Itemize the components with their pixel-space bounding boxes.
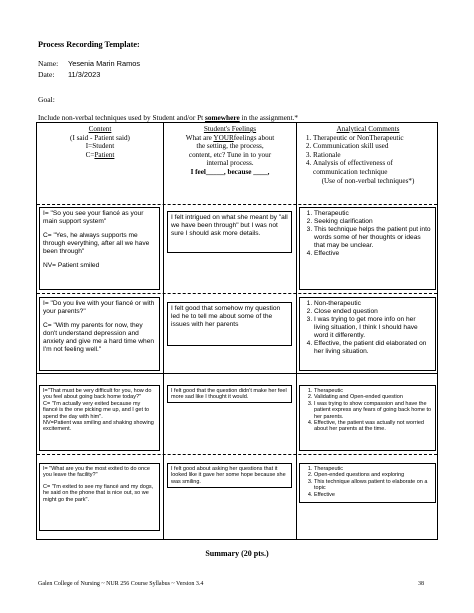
row2-feelings [167, 302, 292, 346]
content-column-header [37, 125, 163, 159]
row4-content-line: I= "What are you the most exited to do once you leave the facility?" [43, 466, 150, 479]
row3-analysis [299, 385, 436, 451]
row3-analysis-item: 2. Validating and Open-ended question [314, 394, 432, 400]
row4-feelings [167, 463, 292, 488]
feelings-col-line1-suffix: feelings about [233, 133, 275, 142]
row1-analysis-item: 2. Seeking clarification [314, 218, 432, 226]
name-value: Yesenia Marin Ramos [68, 59, 141, 68]
row1-content [39, 207, 160, 290]
row1-content-line: NV= Patient smiled [43, 262, 100, 269]
include-note [38, 113, 298, 122]
feelings-col-line1-u: YOUR [213, 133, 234, 142]
content-col-line1: (I said - Patient said) [70, 133, 130, 142]
row3-feelings-text: I felt good that the question didn't make her feel more sad like I thought it would. [171, 388, 287, 401]
row2-feelings-text: I felt good that somehow my question led he to tell me about some of the issues with her parents [171, 305, 281, 328]
feelings-col-line3: content, etc? Tune in to your [188, 150, 272, 159]
feelings-col-line2: the setting, the process, [196, 142, 264, 151]
row1-analysis [299, 207, 436, 290]
feelings-col-line4: internal process. [206, 159, 254, 168]
row2-analysis-item: 4. Effective, the patient did elaborated on her living situation. [314, 340, 432, 356]
row4-analysis-item: 2. Open-ended questions and exploring [314, 472, 432, 478]
content-col-title: Content [88, 125, 112, 133]
name-line [38, 59, 140, 68]
row3-analysis-item: 4. Effective, the patient was actually not worried about her parents at the time. [314, 420, 432, 433]
row3-feelings [167, 385, 292, 403]
footer-text: Galen College of Nursing ~ NUR 256 Course Syllabus ~ Version 3.4 [38, 581, 204, 587]
row2-content-line: I= "Do you live with your fiancé or with your parents?" [43, 300, 155, 315]
feelings-col-line1-prefix: What are [185, 133, 214, 142]
analytical-column-header [299, 125, 437, 185]
analytical-col-footnote: (Use of non-verbal techniques*) [321, 176, 415, 185]
row3-content-line: I="That must be very difficult for you, how do you feel about going back home today?" [43, 388, 152, 401]
row4-analysis-item: 1. Therapeutic [314, 466, 432, 472]
row3-analysis-item: 3. I was trying to show compassion and have the patient express any fears of going back home to her parents. [314, 401, 432, 420]
row3-content-line: C= "I'm actually very exited because my fiancé is the one picking me up, and I get to spend the day with him". [43, 400, 150, 420]
content-col-line3-prefix: C= [85, 150, 95, 159]
date-line [38, 70, 100, 79]
row4-analysis-item: 4. Effective [314, 492, 432, 498]
template-title: Process Recording Template: [38, 40, 140, 49]
row1-analysis-item: 4. Effective [314, 250, 432, 258]
page-number: 38 [418, 581, 424, 587]
row3-analysis-item: 1. Therapeutic [314, 388, 432, 394]
feelings-col-line5: I feel_____, because ____, [190, 167, 270, 176]
process-recording-table [36, 122, 438, 540]
row3-content-line: NV=Patient was smiling and shaking showing excitement. [43, 420, 154, 433]
row4-content-line: C= "I'm exited to see my fiancé and my dogs, he said on the phone that is nice out, so we might go the park". [43, 483, 154, 503]
feelings-column-header [164, 125, 296, 177]
include-note-prefix: Include non-verbal techniques used by Student and/or Pt [38, 113, 205, 122]
row4-analysis-item: 3. This technique allows patient to elaborate on a topic [314, 479, 432, 492]
analytical-col-item: 4. Analysis of effectiveness of communication technique [313, 159, 437, 176]
row1-analysis-item: 1. Therapeutic [314, 210, 432, 218]
analytical-col-title: Analytical Comments [336, 125, 400, 133]
feelings-col-title: Student's Feelings [203, 125, 257, 133]
row2-analysis-item: 1. Non-therapeutic [314, 300, 432, 308]
content-col-line2: I=Student [85, 142, 115, 151]
row1-analysis-item: 3. This technique helps the patient put into words some of her thoughts or ideas that may be unclear. [314, 226, 432, 250]
row1-content-line: I= "So you see your fiancé as your main support system" [43, 210, 144, 225]
name-label: Name: [38, 59, 59, 68]
include-note-suffix: in the assignment.* [239, 113, 299, 122]
include-note-emphasis: somewhere [204, 113, 240, 122]
analytical-col-item: 1. Therapeutic or NonTherapeutic [313, 134, 437, 143]
date-value: 11/3/2023 [68, 70, 101, 79]
goal-label: Goal: [38, 95, 55, 104]
row4-content [39, 463, 160, 531]
row1-feelings-text: I felt intrigued on what she meant by "all we have been through" but I was not sure I should ask more details. [171, 214, 288, 237]
row4-feelings-text: I felt good about asking her questions that it looked like it gave her some hope because she was smiling. [171, 466, 286, 485]
row3-content [39, 385, 160, 451]
analytical-col-item: 3. Rationale [313, 151, 437, 160]
row2-analysis-item: 3. I was trying to get more info on her living situation, I think I should have word it differently. [314, 316, 432, 340]
row2-analysis-item: 2. Close ended question [314, 308, 432, 316]
summary-heading: Summary (20 pts.) [205, 549, 269, 558]
row4-analysis [299, 463, 436, 503]
row1-content-line: C= "Yes, he always supports me through everything, after all we have been through" [43, 232, 150, 255]
date-label: Date: [38, 70, 55, 79]
row2-content-line: C= "With my parents for now, they don't understand depression and anxiety and give me a hard time when I'm not feeling well." [43, 322, 155, 353]
content-col-line3-u: Patient [94, 150, 115, 159]
row1-feelings [167, 211, 292, 253]
row2-analysis [299, 297, 436, 371]
analytical-col-item: 2. Communication skill used [313, 142, 437, 151]
row2-content [39, 297, 160, 371]
